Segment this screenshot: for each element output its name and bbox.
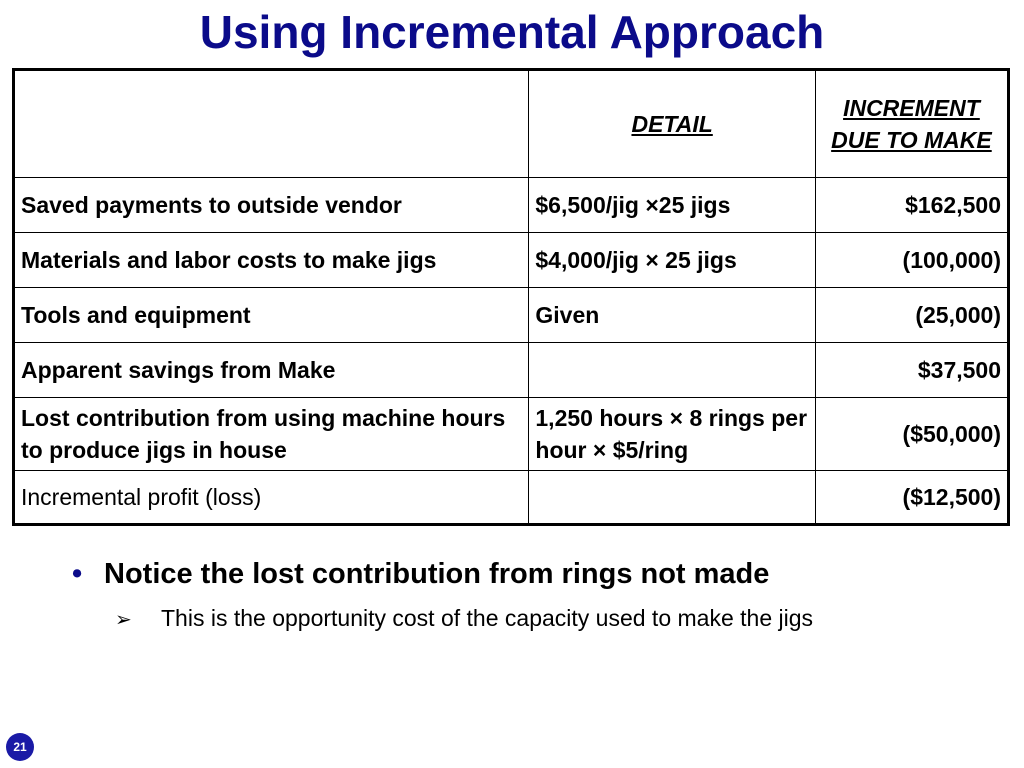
row-detail: $4,000/jig × 25 jigs [529, 233, 815, 288]
page-number-badge: 21 [6, 733, 34, 761]
table-row [14, 178, 1009, 233]
row-detail: $6,500/jig ×25 jigs [529, 178, 815, 233]
row-description: Apparent savings from Make [14, 343, 529, 398]
header-description [14, 70, 529, 178]
table-row [14, 233, 1009, 288]
arrow-bullet-icon: ➢ [115, 609, 132, 631]
row-description: Materials and labor costs to make jigs [14, 233, 529, 288]
row-increment: $162,500 [815, 178, 1008, 233]
row-increment: (25,000) [815, 288, 1008, 343]
row-detail [529, 471, 815, 525]
bullet-dot-icon: • [72, 558, 83, 590]
main-bullet-text: Notice the lost contribution from rings not made [104, 558, 770, 590]
table-row [14, 471, 1009, 525]
row-increment: ($50,000) [815, 398, 1008, 471]
row-description: Saved payments to outside vendor [14, 178, 529, 233]
main-bullet [72, 556, 769, 592]
row-description: Tools and equipment [14, 288, 529, 343]
slide-title: Using Incremental Approach [199, 6, 825, 58]
header-detail: DETAIL [529, 70, 815, 178]
row-increment: $37,500 [815, 343, 1008, 398]
incremental-analysis-table [12, 68, 1010, 526]
sub-bullet-text: This is the opportunity cost of the capacity used to make the jigs [161, 605, 814, 631]
row-detail: Given [529, 288, 815, 343]
sub-bullet [115, 603, 813, 635]
row-detail: 1,250 hours × 8 rings per hour × $5/ring [529, 398, 815, 471]
row-description: Incremental profit (loss) [14, 471, 529, 525]
row-increment: ($12,500) [815, 471, 1008, 525]
table-header-row [14, 70, 1009, 178]
row-description: Lost contribution from using machine hours to produce jigs in house [14, 398, 529, 471]
row-detail [529, 343, 815, 398]
table-row [14, 398, 1009, 471]
table-row [14, 343, 1009, 398]
table-row [14, 288, 1009, 343]
header-increment: INCREMENT DUE TO MAKE [815, 70, 1008, 178]
row-increment: (100,000) [815, 233, 1008, 288]
